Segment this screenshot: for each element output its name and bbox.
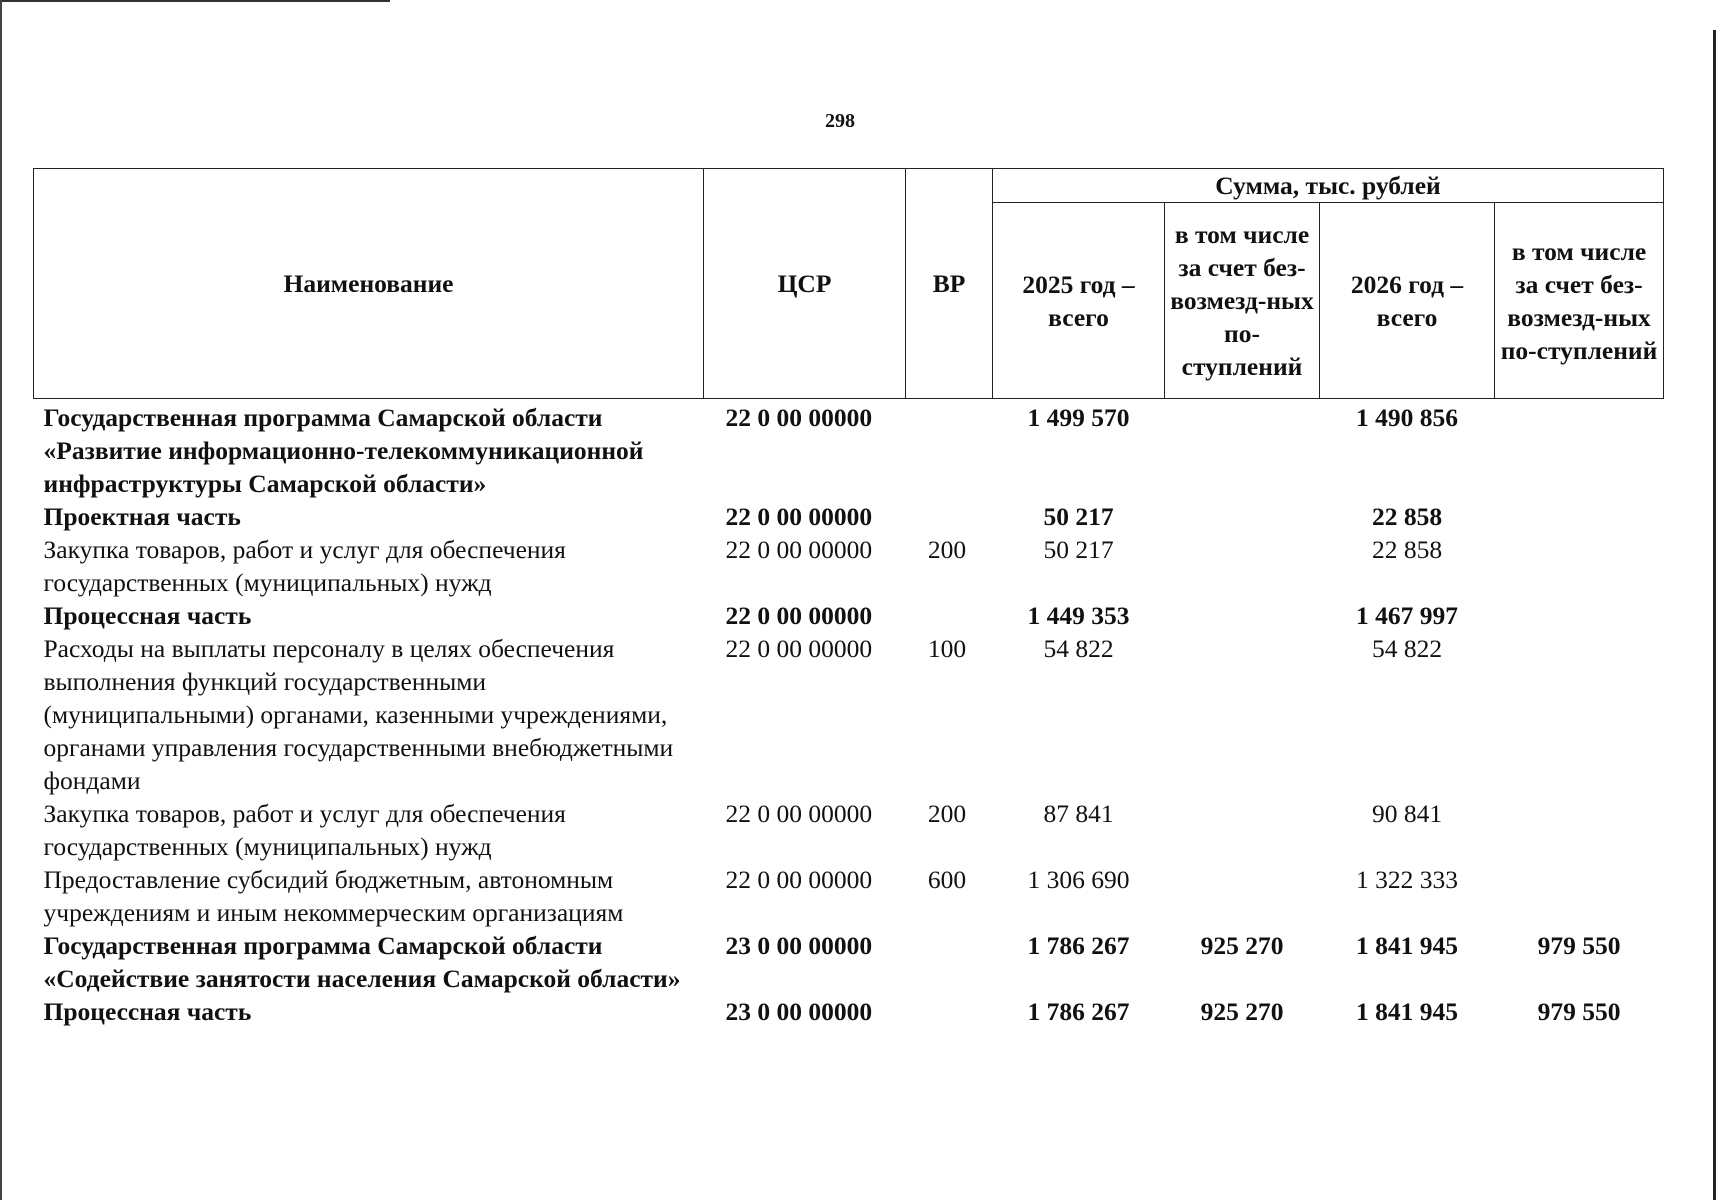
row-2025-free bbox=[1165, 500, 1320, 533]
table-row bbox=[34, 929, 1664, 995]
row-2025-free bbox=[1165, 533, 1320, 599]
row-2025-free bbox=[1165, 863, 1320, 929]
row-name: Государственная программа Самарской области «Содействие занятости населения Самарской области» bbox=[43, 931, 681, 993]
row-2025-free bbox=[1165, 399, 1320, 501]
row-2026-free bbox=[1495, 632, 1664, 797]
row-2026-free bbox=[1495, 797, 1664, 863]
row-csr: 22 0 00 00000 bbox=[725, 535, 873, 564]
row-2026-total: 1 322 333 bbox=[1356, 865, 1458, 894]
scan-edge-top bbox=[0, 0, 390, 2]
row-vr bbox=[906, 995, 993, 1028]
row-2026-free: 979 550 bbox=[1537, 997, 1621, 1026]
row-2026-free bbox=[1495, 399, 1664, 501]
table-row bbox=[34, 399, 1664, 501]
row-vr bbox=[906, 929, 993, 995]
header-name: Наименование bbox=[34, 169, 704, 399]
budget-table bbox=[33, 168, 1664, 1028]
row-name: Закупка товаров, работ и услуг для обеспечения государственных (муниципальных) нужд bbox=[43, 535, 566, 597]
row-2026-free bbox=[1495, 533, 1664, 599]
row-name: Расходы на выплаты персоналу в целях обеспечения выполнения функций государственными (муниципальными) органами, казенными учреждениями, органами управления государственными внебюджетными фондами bbox=[43, 634, 674, 795]
row-2025-free bbox=[1165, 797, 1320, 863]
row-2026-free bbox=[1495, 599, 1664, 632]
row-2025-total: 1 786 267 bbox=[1027, 997, 1130, 1026]
row-csr: 22 0 00 00000 bbox=[725, 799, 873, 828]
row-vr bbox=[906, 500, 993, 533]
row-2025-total: 1 786 267 bbox=[1027, 931, 1130, 960]
row-name: Процессная часть bbox=[43, 997, 252, 1026]
row-2026-free bbox=[1495, 500, 1664, 533]
row-2026-total: 54 822 bbox=[1371, 634, 1443, 663]
header-csr: ЦСР bbox=[704, 169, 906, 399]
row-2025-free: 925 270 bbox=[1200, 997, 1284, 1026]
header-sum-group: Сумма, тыс. рублей bbox=[993, 169, 1664, 203]
header-2025-total: 2025 год – всего bbox=[993, 203, 1165, 399]
table-body bbox=[34, 399, 1664, 1029]
header-2026-free: в том числе за счет без-возмезд-ных по-ступлений bbox=[1495, 203, 1664, 399]
table-row bbox=[34, 533, 1664, 599]
row-vr: 200 bbox=[927, 799, 967, 828]
row-2026-total: 1 467 997 bbox=[1356, 601, 1458, 630]
table-row bbox=[34, 500, 1664, 533]
scan-edge-left bbox=[0, 0, 2, 1200]
row-csr: 22 0 00 00000 bbox=[725, 502, 873, 531]
table-row bbox=[34, 863, 1664, 929]
table-row bbox=[34, 797, 1664, 863]
row-2025-free bbox=[1165, 632, 1320, 797]
row-2025-free bbox=[1165, 599, 1320, 632]
row-2026-free bbox=[1495, 863, 1664, 929]
table-row bbox=[34, 995, 1664, 1028]
row-2026-total: 90 841 bbox=[1371, 799, 1443, 828]
row-vr: 600 bbox=[927, 865, 967, 894]
row-vr bbox=[906, 399, 993, 501]
header-2025-free: в том числе за счет без-возмезд-ных по-ступлений bbox=[1165, 203, 1320, 399]
row-csr: 22 0 00 00000 bbox=[725, 601, 873, 630]
row-name: Закупка товаров, работ и услуг для обеспечения государственных (муниципальных) нужд bbox=[43, 799, 566, 861]
row-name: Проектная часть bbox=[43, 502, 241, 531]
row-2026-total: 22 858 bbox=[1371, 502, 1443, 531]
row-2025-total: 50 217 bbox=[1043, 502, 1114, 531]
row-2026-total: 1 490 856 bbox=[1356, 403, 1458, 432]
row-csr: 23 0 00 00000 bbox=[725, 931, 873, 960]
row-2026-total: 1 841 945 bbox=[1356, 931, 1458, 960]
table-header bbox=[34, 169, 1664, 399]
row-2026-free: 979 550 bbox=[1537, 931, 1621, 960]
row-2025-total: 87 841 bbox=[1043, 799, 1114, 828]
row-2026-total: 1 841 945 bbox=[1356, 997, 1458, 1026]
table-row bbox=[34, 632, 1664, 797]
row-name: Предоставление субсидий бюджетным, автономным учреждениям и иным некоммерческим организациям bbox=[43, 865, 624, 927]
table-row bbox=[34, 599, 1664, 632]
row-name: Государственная программа Самарской области «Развитие информационно-телекоммуникационной инфраструктуры Самарской области» bbox=[43, 403, 644, 498]
row-csr: 22 0 00 00000 bbox=[725, 865, 873, 894]
row-csr: 23 0 00 00000 bbox=[725, 997, 873, 1026]
row-vr bbox=[906, 599, 993, 632]
row-csr: 22 0 00 00000 bbox=[725, 634, 873, 663]
row-2025-total: 54 822 bbox=[1043, 634, 1114, 663]
header-vr: ВР bbox=[906, 169, 993, 399]
row-2025-total: 1 306 690 bbox=[1027, 865, 1130, 894]
row-vr: 100 bbox=[927, 634, 967, 663]
header-2026-total: 2026 год – всего bbox=[1320, 203, 1495, 399]
row-2025-total: 1 449 353 bbox=[1027, 601, 1130, 630]
row-2026-total: 22 858 bbox=[1371, 535, 1443, 564]
row-2025-total: 1 499 570 bbox=[1027, 403, 1130, 432]
row-vr: 200 bbox=[927, 535, 967, 564]
row-2025-total: 50 217 bbox=[1043, 535, 1114, 564]
row-2025-free: 925 270 bbox=[1200, 931, 1284, 960]
page-number: 298 bbox=[825, 110, 855, 132]
row-csr: 22 0 00 00000 bbox=[725, 403, 873, 432]
scan-edge-right bbox=[1713, 30, 1716, 1200]
row-name: Процессная часть bbox=[43, 601, 252, 630]
